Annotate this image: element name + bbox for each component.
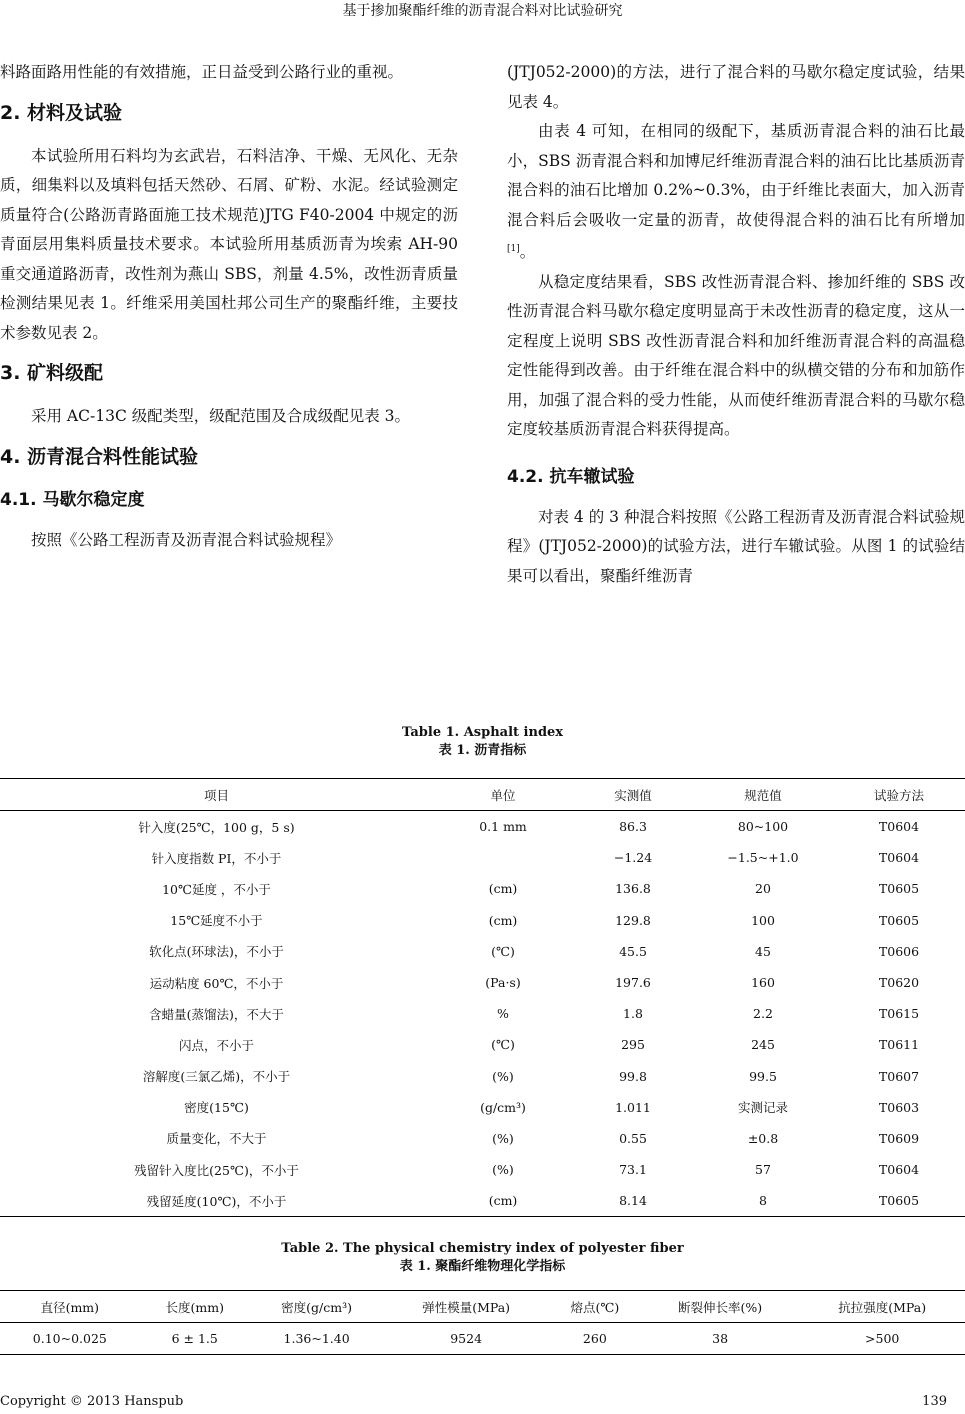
table1 [0,778,965,1217]
column-header: 实测值 [573,779,693,811]
table-row [0,998,965,1029]
table-cell: % [497,1006,509,1022]
table-cell: T0604 [878,850,920,866]
page-number: 139 [922,1394,947,1409]
table-cell: 2.2 [753,1006,773,1022]
table-cell: 20 [755,881,771,897]
column-header: 单位 [433,779,573,811]
table-row [0,1123,965,1154]
table-row [0,842,965,873]
table-cell: 10℃延度 ，不小于 [162,881,271,897]
table-cell: (Pa·s) [485,975,521,991]
table-cell: 245 [751,1037,775,1053]
table-cell: 1.8 [623,1006,643,1022]
reference-link[interactable]: [1] [507,244,520,254]
table-cell: 260 [582,1331,607,1346]
table-cell: (g/cm³) [480,1099,526,1115]
table-cell: 针入度指数 PI，不小于 [151,850,282,866]
table-header-row [0,1291,965,1323]
paragraph: 本试验所用石料均为玄武岩，石料洁净、干燥、无风化、无杂质，细集料以及填料包括天然砂、石屑、矿粉、水泥。经试验测定质量符合(公路沥青路面施工技术规范)JTG F40-2004 中规定的沥青面层用集料质量技术要求。本试验所用基质沥青为埃索 AH-90 重交通道路沥青，改性剂为燕山 SBS，剂量 4.5%，改性沥青质量检测结果见表 1。纤维采用美国杜邦公司生产的聚酯纤维，主要技术参数见表 2。 [0,146,458,342]
table-header-row [0,779,965,811]
table-cell: T0605 [878,912,920,928]
table-cell: (℃) [491,1037,515,1053]
paragraph-text: 由表 4 可知，在相同的级配下，基质沥青混合料的油石比最小，SBS 沥青混合料和加博尼纤维沥青混合料的油石比比基质沥青混合料的油石比增加 0.2%~0.3%，由于纤维比表面大，加入沥青混合料后会吸收一定量的沥青，故使得混合料的油石比有所增加 [507,122,965,229]
table-cell: 100 [751,912,775,928]
table2 [0,1290,965,1355]
table-row [0,1061,965,1092]
table-cell: 197.6 [615,975,651,991]
table-cell: 15℃延度不小于 [170,913,263,929]
table-cell: 99.5 [749,1068,777,1084]
paragraph: 对表 4 的 3 种混合料按照《公路工程沥青及沥青混合料试验规程》(JTJ052-2000)的试验方法，进行车辙试验。从图 1 的试验结果可以看出，聚酯纤维沥青 [507,507,965,585]
section-heading: 2. 材料及试验 [0,101,123,124]
table-cell: 0.10~0.025 [32,1331,107,1346]
table-row [0,811,965,843]
table-cell: 45 [755,943,771,959]
table-cell: 295 [621,1037,645,1053]
table-cell: T0605 [878,881,920,897]
table2-caption-cn: 表 1. 聚酯纤维物理化学指标 [399,1259,566,1274]
table-cell: 运动粘度 60℃，不小于 [149,975,284,991]
table-cell: (%) [492,1130,514,1146]
table-cell: 残留针入度比(25℃)，不小于 [134,1162,299,1178]
table-cell: T0603 [878,1099,920,1115]
paragraph [507,117,965,268]
right-column [507,58,965,591]
table-cell: 实测记录 [737,1100,788,1116]
table-cell: 针入度(25℃，100 g，5 s) [138,819,295,835]
column-header: 直径(mm) [0,1291,140,1323]
left-column [0,58,458,555]
table-cell: T0620 [878,975,920,991]
table-cell: 密度(15℃) [184,1100,249,1116]
table-cell: 8.14 [619,1193,647,1209]
section-heading: 3. 矿料级配 [0,362,104,384]
table-cell: 闪点，不小于 [178,1037,254,1053]
running-head: 基于掺加聚酯纤维的沥青混合料对比试验研究 [342,3,623,19]
table-cell: T0606 [878,943,920,959]
table-row [0,1029,965,1060]
table-cell: (cm) [488,1193,518,1209]
table1-caption-cn: 表 1. 沥青指标 [438,743,527,758]
paragraph: 料路面路用性能的有效措施，正日益受到公路行业的重视。 [0,63,404,81]
column-header: 熔点(℃) [549,1291,641,1323]
table-cell: −1.5~+1.0 [727,850,799,866]
table-cell: 溶解度(三氯乙烯)，不小于 [142,1069,291,1085]
table-cell: >500 [865,1331,900,1346]
paragraph: 从稳定度结果看，SBS 改性沥青混合料、掺加纤维的 SBS 改性沥青混合料马歇尔稳定度明显高于未改性沥青的稳定度，这从一定程度上说明 SBS 改性沥青混合料和加纤维沥青混合料的高温稳定性能得到改善。由于纤维在混合料中的纵横交错的分布和加筋作用，加强了混合料的受力性能，从而使纤维沥青混合料的马歇尔稳定度较基质沥青混合料获得提高。 [507,272,965,439]
table-cell [433,842,573,873]
table-cell: 160 [751,975,775,991]
table-cell: T0611 [878,1037,920,1053]
table-cell: (cm) [488,881,518,897]
table-row [0,967,965,998]
table-cell: 质量变化，不大于 [166,1131,267,1147]
subsection-heading: 4.1. 马歇尔稳定度 [0,489,145,510]
table-row [0,1092,965,1123]
table-cell: 57 [755,1162,771,1178]
table-cell: 6 ± 1.5 [171,1331,218,1346]
table-cell: T0615 [878,1006,920,1022]
section-heading: 4. 沥青混合料性能试验 [0,445,199,468]
column-header: 项目 [0,779,433,811]
table-cell: 含蜡量(蒸馏法)，不大于 [149,1006,284,1022]
paragraph: 按照《公路工程沥青及沥青混合料试验规程》 [31,530,342,549]
table-cell: 38 [712,1331,729,1346]
table-row [0,905,965,936]
table-cell: T0604 [878,1162,920,1178]
table-row [0,1185,965,1217]
column-header: 规范值 [693,779,833,811]
table-cell: (%) [492,1162,514,1178]
column-header: 弹性模量(MPa) [383,1291,549,1323]
table-row [0,1154,965,1185]
table-cell: 1.011 [615,1099,651,1115]
table-cell: T0604 [878,819,920,835]
table-cell: 1.36~1.40 [283,1331,350,1346]
table-cell: 软化点(环球法)，不小于 [149,944,284,960]
column-header: 抗拉强度(MPa) [799,1291,965,1323]
table-cell: 73.1 [619,1162,647,1178]
table-row [0,873,965,904]
column-header: 试验方法 [833,779,965,811]
table-row [0,936,965,967]
table-cell: 129.8 [615,912,651,928]
table-cell: 136.8 [615,881,651,897]
table-cell: 80~100 [737,819,789,835]
table-cell: 0.55 [619,1130,647,1146]
table2-caption-en: Table 2. The physical chemistry index of polyester fiber [281,1241,684,1256]
table-cell: (cm) [488,912,518,928]
subsection-heading: 4.2. 抗车辙试验 [507,466,635,487]
table-cell: 残留延度(10℃)，不小于 [146,1193,287,1209]
paragraph: (JTJ052-2000)的方法，进行了混合料的马歇尔稳定度试验，结果见表 4。 [507,63,965,111]
table-cell: −1.24 [613,850,653,866]
table-row [0,1323,965,1355]
column-header: 断裂伸长率(%) [641,1291,800,1323]
table-cell: (℃) [491,943,515,959]
copyright: Copyright © 2013 Hanspub [0,1394,184,1409]
table-cell: 9524 [450,1331,483,1346]
column-header: 密度(g/cm³) [250,1291,384,1323]
table-cell: T0607 [878,1068,920,1084]
table-cell: 86.3 [619,819,647,835]
table-cell: 45.5 [619,943,647,959]
table-cell: (%) [492,1068,514,1084]
paragraph-end: 。 [519,243,536,262]
table-cell: 99.8 [619,1068,647,1084]
paragraph: 采用 AC-13C 级配类型，级配范围及合成级配见表 3。 [31,407,411,425]
table-cell: T0609 [878,1130,920,1146]
table-cell: 0.1 mm [479,819,527,835]
column-header: 长度(mm) [140,1291,250,1323]
table-cell: T0605 [878,1193,920,1209]
table1-caption-en: Table 1. Asphalt index [401,725,564,740]
table-cell: ±0.8 [747,1130,779,1146]
table-cell: 8 [759,1193,767,1209]
